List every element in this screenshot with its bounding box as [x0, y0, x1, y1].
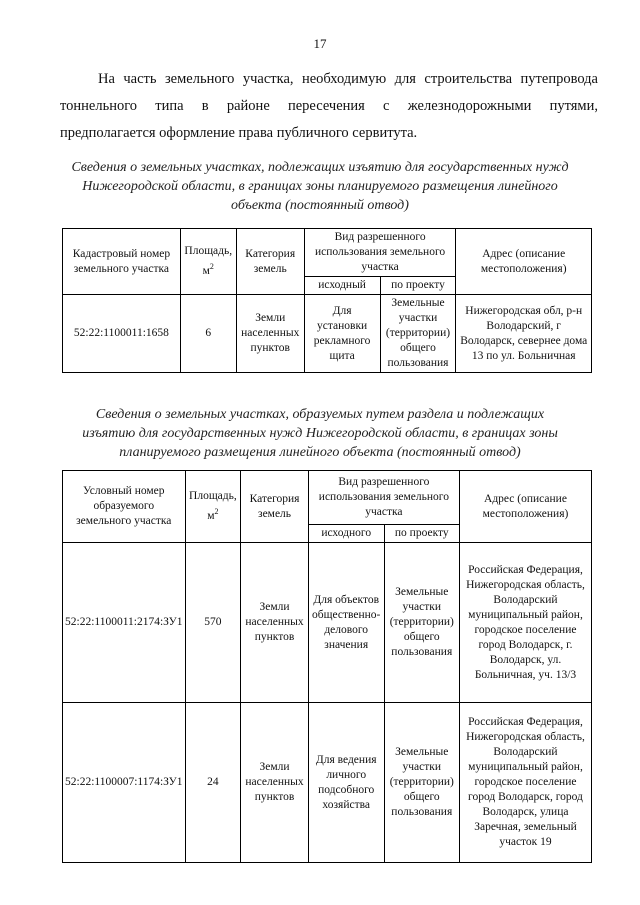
table-row: [63, 295, 592, 373]
intro-line: предполагается оформление права публичного сервитута.: [60, 125, 418, 141]
header-use: Вид разрешенного использования земельного участка: [308, 471, 459, 525]
header-use-project: по проекту: [384, 525, 459, 543]
cell-use-project: Земельные участки (территории) общего пользования: [380, 295, 456, 373]
cell-address: Российская Федерация, Нижегородская область, Володарский муниципальный район, городское поселение город Володарск, г. Володарск, ул. Больничная, уч. 13/3: [459, 543, 591, 703]
header-category: Категория земель: [236, 229, 304, 295]
table1-caption: [50, 158, 590, 215]
page-number: 17: [313, 36, 327, 51]
header-category: Категория земель: [241, 471, 309, 543]
table-seized-plots: [62, 228, 592, 373]
caption-line: Нижегородской области, в границах зоны планируемого размещения линейного: [82, 179, 558, 194]
caption-line: Сведения о земельных участках, образуемых путем раздела и подлежащих: [95, 407, 545, 422]
caption-line: изъятию для государственных нужд Нижегородской области, в границах зоны: [82, 426, 558, 441]
header-use: Вид разрешенного использования земельного участка: [304, 229, 456, 277]
table-row: [63, 703, 592, 863]
cell-area: 24: [185, 703, 241, 863]
header-area: Площадь, $м^2$: [180, 229, 236, 295]
cell-use-project: Земельные участки (территории) общего пользования: [384, 543, 459, 703]
cell-use-source: Для ведения личного подсобного хозяйства: [308, 703, 384, 863]
cell-category: Земли населенных пунктов: [241, 703, 309, 863]
table2-caption: [50, 405, 590, 462]
cell-use-project: Земельные участки (территории) общего пользования: [384, 703, 459, 863]
cell-cadastral: 52:22:1100011:2174:ЗУ1: [63, 543, 186, 703]
header-cadastral: Кадастровый номер земельного участка: [63, 229, 181, 295]
header-cadastral: Условный номер образуемого земельного участка: [63, 471, 186, 543]
intro-line: На часть земельного участка, необходимую для строительства путепровода: [98, 71, 598, 87]
caption-line: объекта (постоянный отвод): [231, 198, 409, 213]
intro-paragraph: [60, 66, 598, 147]
header-use-source: исходный: [304, 277, 380, 295]
caption-line: планируемого размещения линейного объекта (постоянный отвод): [119, 445, 521, 460]
cell-category: Земли населенных пунктов: [236, 295, 304, 373]
intro-line: тоннельного типа в районе пересечения с железнодорожными путями,: [60, 98, 598, 114]
header-address: Адрес (описание местоположения): [456, 229, 592, 295]
cell-address: Российская Федерация, Нижегородская область, Володарский муниципальный район, городское поселение город Володарск, город Володарск, улица Заречная, земельный участок 19: [459, 703, 591, 863]
header-address: Адрес (описание местоположения): [459, 471, 591, 543]
cell-category: Земли населенных пунктов: [241, 543, 309, 703]
cell-cadastral: 52:22:1100007:1174:ЗУ1: [63, 703, 186, 863]
cell-cadastral: 52:22:1100011:1658: [63, 295, 181, 373]
table-divided-plots: [62, 470, 592, 863]
caption-line: Сведения о земельных участках, подлежащих изъятию для государственных нужд: [71, 160, 569, 175]
cell-use-source: Для установки рекламного щита: [304, 295, 380, 373]
header-area: Площадь, $м^2$: [185, 471, 241, 543]
header-use-source: исходного: [308, 525, 384, 543]
header-use-project: по проекту: [380, 277, 456, 295]
table-row: [63, 543, 592, 703]
cell-area: 6: [180, 295, 236, 373]
cell-address: Нижегородская обл, р-н Володарский, г Володарск, севернее дома 13 по ул. Больничная: [456, 295, 592, 373]
cell-area: 570: [185, 543, 241, 703]
cell-use-source: Для объектов общественно-делового значения: [308, 543, 384, 703]
